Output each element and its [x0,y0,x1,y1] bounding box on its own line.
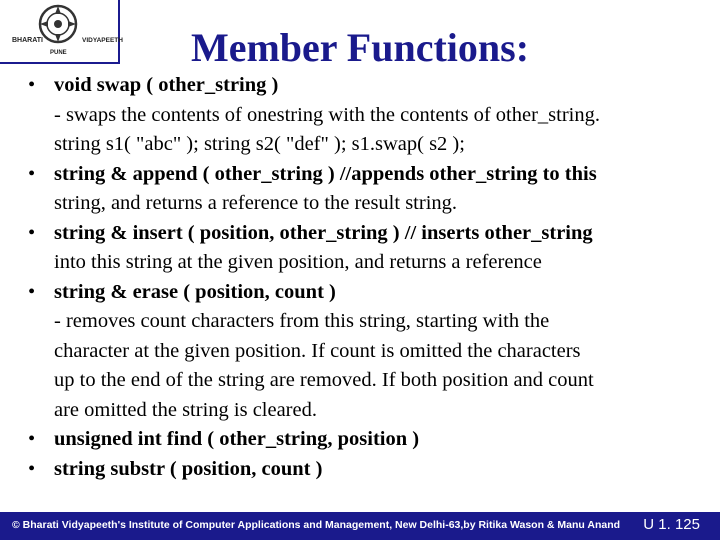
institute-logo [0,0,123,64]
logo-text-left: BHARATI [12,37,43,44]
bullet-item [28,455,698,485]
bullet-heading: string & erase ( position, count ) [54,280,336,303]
bullet-heading: void swap ( other_string ) [54,74,279,96]
bullet-heading: unsigned int find ( other_string, position ) [54,428,420,450]
bullet-text-line: into this string at the given position, and returns a reference [54,251,542,273]
bullet-icon: • [28,162,36,185]
logo-text-right: VIDYAPEETH [82,37,123,44]
bullet-heading: string & insert ( position, other_string ) // inserts other_string [54,221,593,244]
bullet-heading: string substr ( position, count ) [54,457,323,480]
bullet-item [28,160,698,219]
bullet-list [28,71,698,484]
bullet-text-line: up to the end of the string are removed. If both position and count [54,369,594,391]
bullet-item [28,425,698,455]
bullet-icon: • [28,428,36,450]
bullet-icon: • [28,221,36,244]
slide-title: Member Functions: [190,25,530,70]
bullet-heading: string & append ( other_string ) //appends other_string to this [54,162,597,185]
footer-credit: © Bharati Vidyapeeth's Institute of Computer Applications and Management, New Delhi-63,by Ritika Wason & Manu Anand [12,519,621,531]
bullet-item [28,71,698,160]
bullet-icon: • [28,74,36,96]
bullet-icon: • [28,457,36,480]
bullet-item [28,278,698,426]
footer-bar [0,512,720,540]
bullet-text-line: string s1( "abc" ); string s2( "def" ); s1.swap( s2 ); [54,133,465,155]
bullet-text-line: string, and returns a reference to the result string. [54,192,458,214]
logo-text-bottom: PUNE [50,50,67,56]
bullet-text-line: - removes count characters from this string, starting with the [54,310,550,332]
bullet-text-line: - swaps the contents of onestring with the contents of other_string. [54,103,600,126]
bullet-text-line: are omitted the string is cleared. [54,398,317,421]
page-number: U 1. 125 [643,516,700,533]
bullet-icon: • [28,280,36,303]
bullet-text-line: character at the given position. If count is omitted the characters [54,339,581,362]
logo-emblem-icon [6,2,123,60]
bullet-item [28,219,698,278]
